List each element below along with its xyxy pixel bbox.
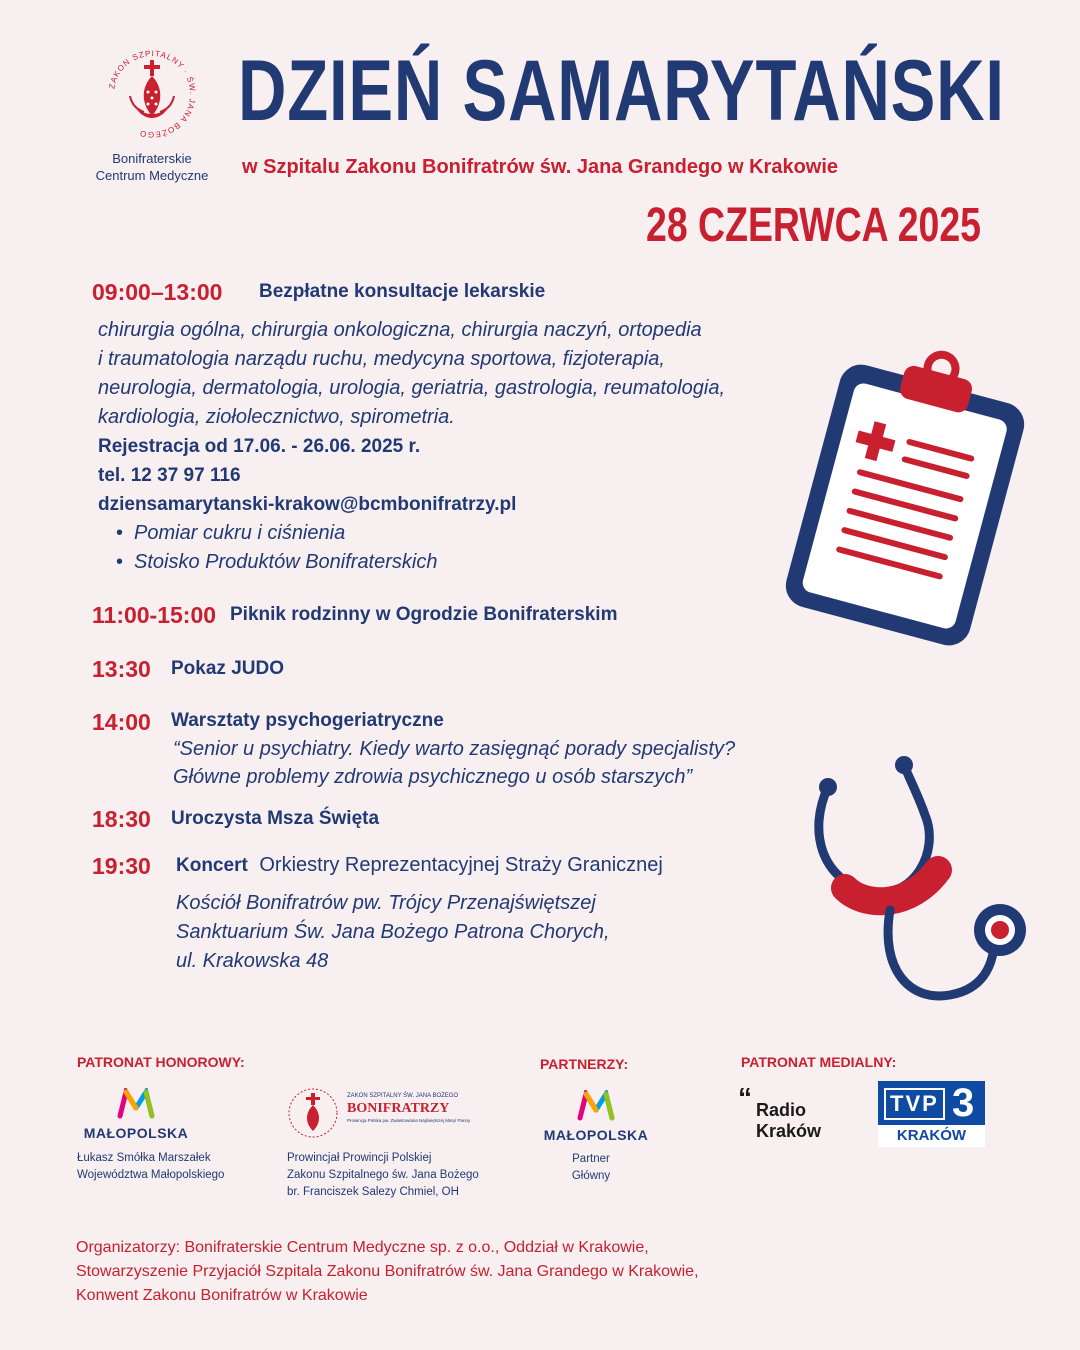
mass-title: Uroczysta Msza Święta: [171, 808, 380, 829]
bcm-logo-text: Bonifraterskie Centrum Medyczne: [95, 151, 209, 183]
concert-time: 19:30: [92, 853, 151, 879]
specialty-line: i traumatologia narządu ruchu, medycyna sportowa, fizjoterapia,: [98, 348, 665, 370]
quote-mark-icon: “: [738, 1082, 752, 1113]
venue-line: ul. Krakowska 48: [176, 950, 329, 972]
consult-time: 09:00–13:00: [92, 279, 223, 305]
picnic-time: 11:00-15:00: [92, 602, 217, 628]
workshop-time: 14:00: [92, 709, 151, 735]
concert-venue: [176, 889, 610, 976]
venue-line: Kościół Bonifratrów pw. Trójcy Przenajświętszej: [176, 892, 596, 914]
concert-title: [176, 854, 663, 877]
judo-title: Pokaz JUDO: [171, 658, 284, 679]
svg-text:ZAKON SZPITALNY · ŚW. JANA BOŻ: ZAKON SZPITALNY · ŚW. JANA BOŻEGO: [107, 48, 198, 140]
bonifratrzy-logo: ZAKON SZPITALNY ŚW. JANA BOŻEGO BONIFRATRZY Prowincja Polska pw. Zwiastowania Najświętszej Maryi Panny: [285, 1085, 455, 1143]
list-item: • Stoisko Produktów Bonifraterskich: [116, 548, 858, 577]
specialty-line: neurologia, dermatologia, urologia, geriatria, gastrologia, reumatologia,: [98, 377, 726, 399]
partner-caption: Partner Główny: [571, 1153, 611, 1182]
tvp3-krakow-logo: TVP 3 KRAKÓW: [878, 1081, 985, 1147]
workshop-quote-line: “Senior u psychiatry. Kiedy warto zasięgnąć porady specjalisty?: [173, 738, 736, 760]
bcm-logo: [104, 46, 200, 142]
organizers-footer: Organizatorzy: Bonifraterskie Centrum Medyczne sp. z o.o., Oddział w Krakowie, Stowarzyszenie Przyjaciół Szpitala Zakonu Bonifratrów św. Jana Grandego w Krakowie, Konwent Zakonu Bonifratrów w Krakowie: [76, 1239, 699, 1304]
page-title: DZIEŃ SAMARYTAŃSKI: [238, 43, 1005, 139]
partners-heading: PARTNERZY:: [540, 1056, 629, 1072]
judo-time: 13:30: [92, 656, 151, 682]
consult-specialties: [98, 316, 858, 577]
mass-time: 18:30: [92, 806, 151, 832]
stethoscope-icon: [790, 740, 1050, 1030]
honorary1-caption: Łukasz Smółka Marszałek Województwa Małopolskiego: [77, 1152, 225, 1181]
specialty-line: kardiologia, ziołolecznictwo, spirometria.: [98, 406, 455, 428]
extras-list: [116, 519, 858, 577]
bcm-emblem-icon: [104, 46, 200, 142]
consult-title: Bezpłatne konsultacje lekarskie: [259, 281, 546, 302]
registration-phone: tel. 12 37 97 116: [98, 465, 241, 486]
specialty-line: chirurgia ogólna, chirurgia onkologiczna, chirurgia naczyń, ortopedia: [98, 319, 702, 341]
page-subtitle: w Szpitalu Zakonu Bonifratrów św. Jana Grandego w Krakowie: [242, 156, 839, 178]
registration-dates: Rejestracja od 17.06. - 26.06. 2025 r.: [98, 436, 421, 457]
malopolska-partner-logo: MAŁOPOLSKA: [536, 1090, 656, 1143]
list-item: • Pomiar cukru i ciśnienia: [116, 519, 858, 548]
venue-line: Sanktuarium Św. Jana Bożego Patrona Chorych,: [176, 921, 610, 943]
registration-email: dziensamarytanski-krakow@bcmbonifratrzy.pl: [98, 494, 517, 515]
bonifratrzy-emblem-icon: [285, 1085, 341, 1141]
honorary-patronage-heading: PATRONAT HONOROWY:: [77, 1054, 245, 1070]
media-patronage-heading: PATRONAT MEDIALNY:: [741, 1054, 897, 1070]
workshop-quote-line: Główne problemy zdrowia psychicznego u osób starszych”: [173, 766, 693, 788]
picnic-title: Piknik rodzinny w Ogrodzie Bonifraterskim: [230, 604, 618, 625]
concert-title-rest: Orkiestry Reprezentacyjnej Straży Granicznej: [259, 854, 663, 876]
workshop-title: Warsztaty psychogeriatryczne: [171, 710, 444, 731]
malopolska-m-icon: [576, 1090, 616, 1122]
honorary2-caption: Prowincjał Prowincji Polskiej Zakonu Szpitalnego św. Jana Bożego br. Franciszek Salezy Chmiel, OH: [287, 1152, 479, 1198]
malopolska-logo: MAŁOPOLSKA: [76, 1088, 196, 1141]
malopolska-m-icon: [116, 1088, 156, 1120]
concert-title-bold: Koncert: [176, 855, 248, 876]
event-date: 28 CZERWCA 2025: [646, 199, 982, 252]
clipboard-icon: [770, 350, 1040, 660]
